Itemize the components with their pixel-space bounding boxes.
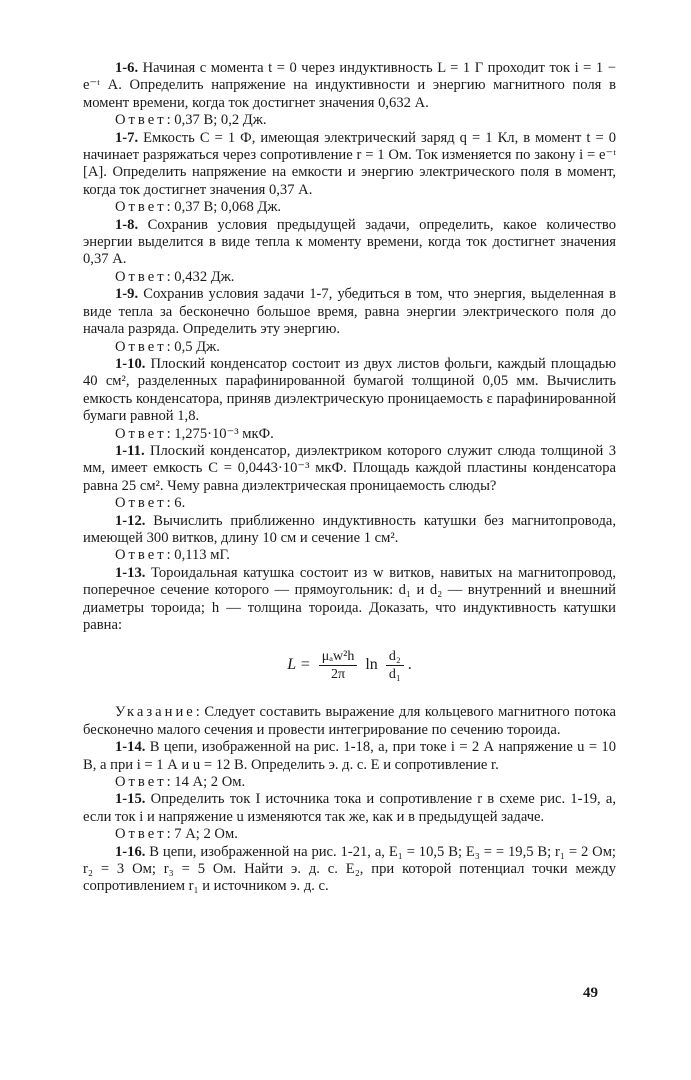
answer-text: : 0,37 В; 0,2 Дж. bbox=[166, 112, 267, 129]
problem-1-12 bbox=[83, 513, 616, 548]
problem-1-10 bbox=[83, 356, 616, 426]
answer-text: : 0,432 Дж. bbox=[166, 268, 235, 285]
problem-text: В цепи, изображенной на рис. 1-21, а, E₁ = 10,5 В; E₃ = = 19,5 В; r₁ = 2 Ом; r₂ = 3 Ом; r₃ = 5 Ом. Найти э. д. с. E₂, при которой потенциал точки между сопротивлением r₁ и источником э. д. с. bbox=[83, 843, 616, 895]
answer-1-6 bbox=[83, 112, 616, 129]
formula-ratio bbox=[386, 648, 404, 683]
page-number: 49 bbox=[583, 985, 598, 1001]
hint-text: : Следует составить выражение для кольцевого магнитного потока бесконечно малого сечения и провести интегрирование по сечению тороида. bbox=[83, 704, 616, 738]
answer-label: Ответ bbox=[115, 268, 167, 285]
problem-text: В цепи, изображенной на рис. 1-18, а, при токе i = 2 А напряжение u = 10 В, а при i = 1 А и u = 12 В. Определить э. д. с. E и сопротивление r. bbox=[83, 739, 616, 773]
answer-1-10 bbox=[83, 426, 616, 443]
problem-text: Вычислить приближенно индуктивность катушки без магнитопровода, имеющей 300 витков, длину 10 см и сечение 1 см². bbox=[83, 512, 616, 546]
answer-label: Ответ bbox=[115, 495, 167, 512]
problem-1-16 bbox=[83, 844, 616, 896]
problem-1-15 bbox=[83, 791, 616, 826]
problem-1-14 bbox=[83, 739, 616, 774]
answer-text: : 0,113 мГ. bbox=[166, 547, 230, 564]
problem-1-6 bbox=[83, 60, 616, 112]
answer-text: : 0,5 Дж. bbox=[166, 338, 220, 355]
answer-1-14 bbox=[83, 774, 616, 791]
answer-label: Ответ bbox=[115, 774, 167, 791]
answer-text: : 0,37 В; 0,068 Дж. bbox=[166, 199, 282, 216]
problem-text: Определить ток I источника тока и сопротивление r в схеме рис. 1-19, а, если ток i и напряжение u изменяются так же, как и в предыдущей задаче. bbox=[83, 791, 616, 825]
formula-tail: . bbox=[407, 656, 412, 674]
inductance-formula bbox=[83, 648, 616, 688]
answer-1-8 bbox=[83, 269, 616, 286]
problem-text: Сохранив условия задачи 1-7, убедиться в том, что энергия, выделенная в виде тепла за бесконечно большое время, равна энергии электрического поля до начала разряда. Определить эту энергию. bbox=[83, 286, 616, 338]
page-body bbox=[83, 60, 616, 896]
problem-text: Плоский конденсатор, диэлектриком которого служит слюда толщиной 3 мм, имеет емкость C = 0,0443·10⁻³ мкФ. Площадь каждой пластины конденсатора равна 25 см². Чему равна диэлектрическая проницаемость слюды? bbox=[83, 442, 616, 494]
problem-text: Тороидальная катушка состоит из w витков, навитых на магнитопровод, поперечное сечение которого — прямоугольник: d₁ и d₂ — внутренний и внешний диаметры тороида; h — толщина тороида. Доказать, что индуктивность катушки равна: bbox=[83, 564, 616, 633]
answer-1-15 bbox=[83, 826, 616, 843]
problem-number: 1-9. bbox=[115, 286, 139, 303]
problem-1-11 bbox=[83, 443, 616, 495]
formula-ln: ln bbox=[365, 656, 378, 674]
answer-label: Ответ bbox=[115, 338, 167, 355]
problem-number: 1-11. bbox=[115, 442, 145, 459]
problem-text: Плоский конденсатор состоит из двух листов фольги, каждый площадью 40 см², разделенных парафинированной бумагой толщиной 0,05 мм. Вычислить емкость конденсатора, приняв диэлектрическую проницаемость ε парафинированной бумаги равной 1,8. bbox=[83, 355, 616, 425]
problem-number: 1-12. bbox=[115, 512, 146, 529]
answer-label: Ответ bbox=[115, 826, 167, 843]
problem-number: 1-13. bbox=[115, 564, 146, 581]
answer-label: Ответ bbox=[115, 547, 167, 564]
answer-text: : 1,275·10⁻³ мкФ. bbox=[166, 425, 274, 442]
answer-text: : 14 А; 2 Ом. bbox=[166, 774, 246, 791]
answer-1-9 bbox=[83, 339, 616, 356]
formula-numerator: μₐw²h bbox=[319, 648, 358, 666]
problem-1-7 bbox=[83, 130, 616, 200]
problem-1-9 bbox=[83, 286, 616, 338]
problem-number: 1-6. bbox=[115, 60, 139, 76]
formula-fraction bbox=[319, 648, 358, 683]
answer-text: : 6. bbox=[166, 495, 186, 512]
formula-lhs: L = bbox=[287, 656, 311, 674]
problem-1-8 bbox=[83, 217, 616, 269]
formula-denominator: 2π bbox=[330, 667, 346, 683]
answer-1-11 bbox=[83, 495, 616, 512]
problem-number: 1-10. bbox=[115, 355, 146, 372]
problem-text: Сохранив условия предыдущей задачи, определить, какое количество энергии выделится в виде тепла к моменту времени, когда ток достигнет значения 0,37 А. bbox=[83, 216, 616, 268]
hint-label: Указание bbox=[115, 704, 196, 721]
formula-ratio-numerator: d₂ bbox=[386, 648, 404, 666]
problem-1-13 bbox=[83, 565, 616, 635]
problem-number: 1-7. bbox=[115, 129, 139, 146]
problem-number: 1-16. bbox=[115, 843, 146, 860]
answer-1-12 bbox=[83, 547, 616, 564]
problem-number: 1-15. bbox=[115, 791, 146, 808]
answer-label: Ответ bbox=[115, 199, 167, 216]
answer-label: Ответ bbox=[115, 425, 167, 442]
problem-number: 1-8. bbox=[115, 216, 139, 233]
problem-text: Емкость C = 1 Ф, имеющая электрический заряд q = 1 Кл, в момент t = 0 начинает разряжаться через сопротивление r = 1 Ом. Ток изменяется по закону i = e⁻ᵗ [А]. Определить напряжение на емкости и энергию электрического поля в момент, когда ток достигнет значения 0,37 А. bbox=[83, 129, 616, 198]
problem-text: Начиная с момента t = 0 через индуктивность L = 1 Г проходит ток i = 1 − e⁻ᵗ А. Определить напряжение на индуктивности и энергию магнитного поля в момент времени, когда ток достигнет значения 0,632 А. bbox=[83, 60, 616, 111]
answer-label: Ответ bbox=[115, 112, 167, 129]
problem-number: 1-14. bbox=[115, 739, 146, 756]
answer-text: : 7 А; 2 Ом. bbox=[166, 826, 238, 843]
hint-1-13 bbox=[83, 704, 616, 739]
answer-1-7 bbox=[83, 199, 616, 216]
formula-ratio-denominator: d₁ bbox=[388, 667, 401, 683]
